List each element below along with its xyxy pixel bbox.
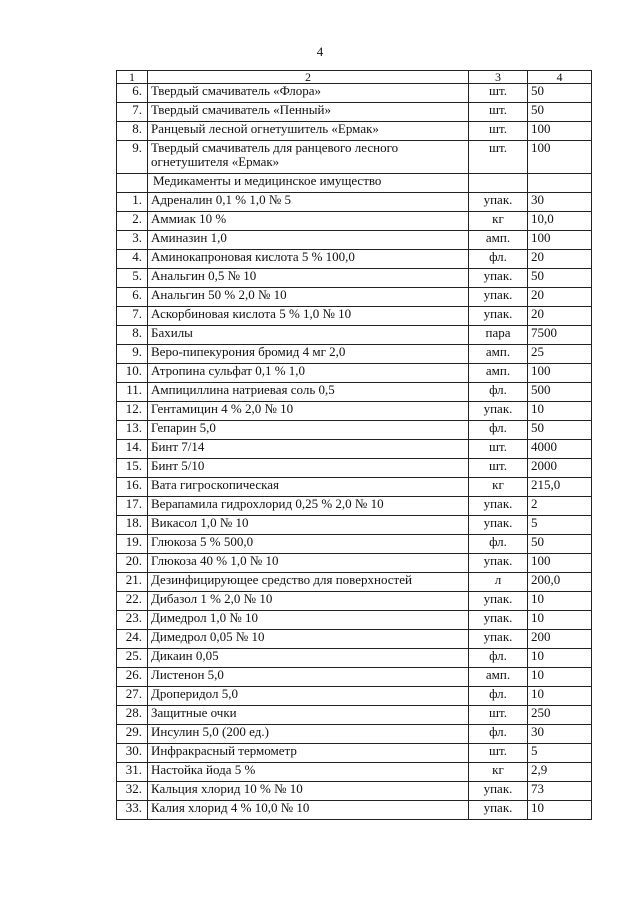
item-name: Кальция хлорид 10 % № 10	[148, 782, 469, 801]
item-name: Твердый смачиватель для ранцевого лесного огнетушителя «Ермак»	[148, 141, 469, 174]
item-name: Инфракрасный термометр	[148, 744, 469, 763]
item-unit: фл.	[469, 383, 528, 402]
row-number: 14.	[117, 440, 148, 459]
table-row	[117, 288, 592, 307]
row-number: 26.	[117, 668, 148, 687]
item-unit: упак.	[469, 611, 528, 630]
row-number: 10.	[117, 364, 148, 383]
table-row	[117, 440, 592, 459]
row-number: 21.	[117, 573, 148, 592]
row-number: 30.	[117, 744, 148, 763]
supply-table	[116, 70, 592, 820]
table-row	[117, 345, 592, 364]
item-quantity: 10	[528, 592, 592, 611]
item-name: Аминокапроновая кислота 5 % 100,0	[148, 250, 469, 269]
item-quantity: 20	[528, 288, 592, 307]
row-number: 8.	[117, 122, 148, 141]
item-name: Дикаин 0,05	[148, 649, 469, 668]
row-number: 13.	[117, 421, 148, 440]
item-name: Викасол 1,0 № 10	[148, 516, 469, 535]
row-number: 3.	[117, 231, 148, 250]
table-row	[117, 250, 592, 269]
item-quantity: 10	[528, 402, 592, 421]
item-quantity: 20	[528, 250, 592, 269]
item-name: Ампициллина натриевая соль 0,5	[148, 383, 469, 402]
item-quantity: 50	[528, 103, 592, 122]
header-col-1: 1	[117, 71, 148, 84]
item-name: Бинт 5/10	[148, 459, 469, 478]
item-unit: кг	[469, 478, 528, 497]
item-unit: упак.	[469, 193, 528, 212]
item-quantity: 500	[528, 383, 592, 402]
item-name: Аминазин 1,0	[148, 231, 469, 250]
row-number: 32.	[117, 782, 148, 801]
row-number: 33.	[117, 801, 148, 820]
row-number: 31.	[117, 763, 148, 782]
table-row	[117, 212, 592, 231]
item-unit: шт.	[469, 122, 528, 141]
table-row	[117, 725, 592, 744]
item-name: Дезинфицирующее средство для поверхностей	[148, 573, 469, 592]
item-name: Твердый смачиватель «Пенный»	[148, 103, 469, 122]
table-row	[117, 478, 592, 497]
table-row	[117, 706, 592, 725]
item-unit: амп.	[469, 345, 528, 364]
table-header-row	[117, 71, 592, 84]
item-name: Ранцевый лесной огнетушитель «Ермак»	[148, 122, 469, 141]
item-unit: упак.	[469, 269, 528, 288]
item-quantity: 10	[528, 668, 592, 687]
item-quantity: 50	[528, 535, 592, 554]
item-quantity: 50	[528, 269, 592, 288]
table-row	[117, 122, 592, 141]
table-row	[117, 402, 592, 421]
item-quantity: 10	[528, 611, 592, 630]
item-unit: амп.	[469, 231, 528, 250]
table-row	[117, 103, 592, 122]
item-name: Вата гигроскопическая	[148, 478, 469, 497]
table-row	[117, 421, 592, 440]
table-row	[117, 611, 592, 630]
item-unit: упак.	[469, 516, 528, 535]
row-number: 1.	[117, 193, 148, 212]
item-unit: фл.	[469, 725, 528, 744]
item-name: Твердый смачиватель «Флора»	[148, 84, 469, 103]
row-number: 2.	[117, 212, 148, 231]
table-body	[117, 71, 592, 820]
row-number: 24.	[117, 630, 148, 649]
table-row	[117, 307, 592, 326]
item-unit: амп.	[469, 668, 528, 687]
row-number: 15.	[117, 459, 148, 478]
table-row	[117, 516, 592, 535]
item-name: Гентамицин 4 % 2,0 № 10	[148, 402, 469, 421]
item-unit: упак.	[469, 801, 528, 820]
row-number: 9.	[117, 345, 148, 364]
item-unit: шт.	[469, 440, 528, 459]
item-name: Инсулин 5,0 (200 ед.)	[148, 725, 469, 744]
header-col-3: 3	[469, 71, 528, 84]
table-row	[117, 763, 592, 782]
item-unit: упак.	[469, 288, 528, 307]
section-unit-cell	[469, 174, 528, 193]
item-name: Анальгин 50 % 2,0 № 10	[148, 288, 469, 307]
section-row	[117, 174, 592, 193]
item-quantity: 5	[528, 744, 592, 763]
row-number: 4.	[117, 250, 148, 269]
item-unit: упак.	[469, 402, 528, 421]
row-number: 28.	[117, 706, 148, 725]
item-quantity: 10	[528, 649, 592, 668]
row-number: 7.	[117, 103, 148, 122]
item-name: Бахилы	[148, 326, 469, 345]
row-number: 6.	[117, 288, 148, 307]
item-unit: шт.	[469, 103, 528, 122]
item-quantity: 25	[528, 345, 592, 364]
item-quantity: 100	[528, 364, 592, 383]
row-number: 16.	[117, 478, 148, 497]
item-quantity: 100	[528, 122, 592, 141]
item-unit: шт.	[469, 84, 528, 103]
item-quantity: 200	[528, 630, 592, 649]
table-row	[117, 630, 592, 649]
item-quantity: 10,0	[528, 212, 592, 231]
row-number: 19.	[117, 535, 148, 554]
item-unit: пара	[469, 326, 528, 345]
item-name: Анальгин 0,5 № 10	[148, 269, 469, 288]
item-quantity: 5	[528, 516, 592, 535]
item-unit: кг	[469, 763, 528, 782]
item-name: Веро-пипекурония бромид 4 мг 2,0	[148, 345, 469, 364]
item-name: Настойка йода 5 %	[148, 763, 469, 782]
item-name: Адреналин 0,1 % 1,0 № 5	[148, 193, 469, 212]
row-number: 17.	[117, 497, 148, 516]
table-row	[117, 141, 592, 174]
item-name: Листенон 5,0	[148, 668, 469, 687]
item-unit: упак.	[469, 630, 528, 649]
item-quantity: 2,9	[528, 763, 592, 782]
table-row	[117, 193, 592, 212]
row-number: 12.	[117, 402, 148, 421]
item-quantity: 10	[528, 801, 592, 820]
item-quantity: 215,0	[528, 478, 592, 497]
header-col-4: 4	[528, 71, 592, 84]
item-name: Калия хлорид 4 % 10,0 № 10	[148, 801, 469, 820]
item-unit: упак.	[469, 554, 528, 573]
table-row	[117, 649, 592, 668]
item-name: Димедрол 1,0 № 10	[148, 611, 469, 630]
item-quantity: 250	[528, 706, 592, 725]
row-number: 25.	[117, 649, 148, 668]
section-title: Медикаменты и медицинское имущество	[148, 174, 469, 193]
row-number: 27.	[117, 687, 148, 706]
row-number: 6.	[117, 84, 148, 103]
section-number-cell	[117, 174, 148, 193]
section-qty-cell	[528, 174, 592, 193]
header-col-2: 2	[148, 71, 469, 84]
item-name: Аскорбиновая кислота 5 % 1,0 № 10	[148, 307, 469, 326]
page-number: 4	[316, 44, 324, 59]
item-unit: шт.	[469, 706, 528, 725]
item-name: Гепарин 5,0	[148, 421, 469, 440]
item-name: Глюкоза 5 % 500,0	[148, 535, 469, 554]
item-quantity: 30	[528, 193, 592, 212]
item-unit: шт.	[469, 141, 528, 174]
row-number: 5.	[117, 269, 148, 288]
table-row	[117, 744, 592, 763]
table-row	[117, 326, 592, 345]
item-name: Димедрол 0,05 № 10	[148, 630, 469, 649]
item-quantity: 2000	[528, 459, 592, 478]
item-quantity: 100	[528, 554, 592, 573]
table-row	[117, 231, 592, 250]
item-unit: фл.	[469, 687, 528, 706]
item-quantity: 100	[528, 141, 592, 174]
table-row	[117, 592, 592, 611]
item-unit: фл.	[469, 535, 528, 554]
item-name: Дибазол 1 % 2,0 № 10	[148, 592, 469, 611]
item-unit: шт.	[469, 459, 528, 478]
row-number: 23.	[117, 611, 148, 630]
item-quantity: 30	[528, 725, 592, 744]
item-unit: упак.	[469, 497, 528, 516]
row-number: 22.	[117, 592, 148, 611]
item-quantity: 50	[528, 421, 592, 440]
item-unit: упак.	[469, 307, 528, 326]
item-unit: шт.	[469, 744, 528, 763]
table-row	[117, 687, 592, 706]
item-unit: упак.	[469, 592, 528, 611]
item-unit: упак.	[469, 782, 528, 801]
table-row	[117, 535, 592, 554]
table-row	[117, 782, 592, 801]
item-name: Бинт 7/14	[148, 440, 469, 459]
row-number: 29.	[117, 725, 148, 744]
item-quantity: 7500	[528, 326, 592, 345]
row-number: 8.	[117, 326, 148, 345]
item-quantity: 4000	[528, 440, 592, 459]
item-quantity: 2	[528, 497, 592, 516]
item-unit: амп.	[469, 364, 528, 383]
table-row	[117, 668, 592, 687]
table-row	[117, 364, 592, 383]
table-row	[117, 573, 592, 592]
item-name: Верапамила гидрохлорид 0,25 % 2,0 № 10	[148, 497, 469, 516]
item-name: Атропина сульфат 0,1 % 1,0	[148, 364, 469, 383]
item-name: Аммиак 10 %	[148, 212, 469, 231]
row-number: 9.	[117, 141, 148, 174]
item-quantity: 200,0	[528, 573, 592, 592]
item-name: Дроперидол 5,0	[148, 687, 469, 706]
row-number: 11.	[117, 383, 148, 402]
item-unit: кг	[469, 212, 528, 231]
item-unit: л	[469, 573, 528, 592]
table-row	[117, 554, 592, 573]
row-number: 7.	[117, 307, 148, 326]
table-row	[117, 497, 592, 516]
row-number: 18.	[117, 516, 148, 535]
item-name: Защитные очки	[148, 706, 469, 725]
item-quantity: 10	[528, 687, 592, 706]
item-unit: фл.	[469, 421, 528, 440]
item-unit: фл.	[469, 649, 528, 668]
table-row	[117, 84, 592, 103]
row-number: 20.	[117, 554, 148, 573]
table-row	[117, 459, 592, 478]
item-quantity: 100	[528, 231, 592, 250]
item-quantity: 73	[528, 782, 592, 801]
table-row	[117, 801, 592, 820]
item-unit: фл.	[469, 250, 528, 269]
item-quantity: 20	[528, 307, 592, 326]
table-row	[117, 383, 592, 402]
table-row	[117, 269, 592, 288]
item-quantity: 50	[528, 84, 592, 103]
item-name: Глюкоза 40 % 1,0 № 10	[148, 554, 469, 573]
